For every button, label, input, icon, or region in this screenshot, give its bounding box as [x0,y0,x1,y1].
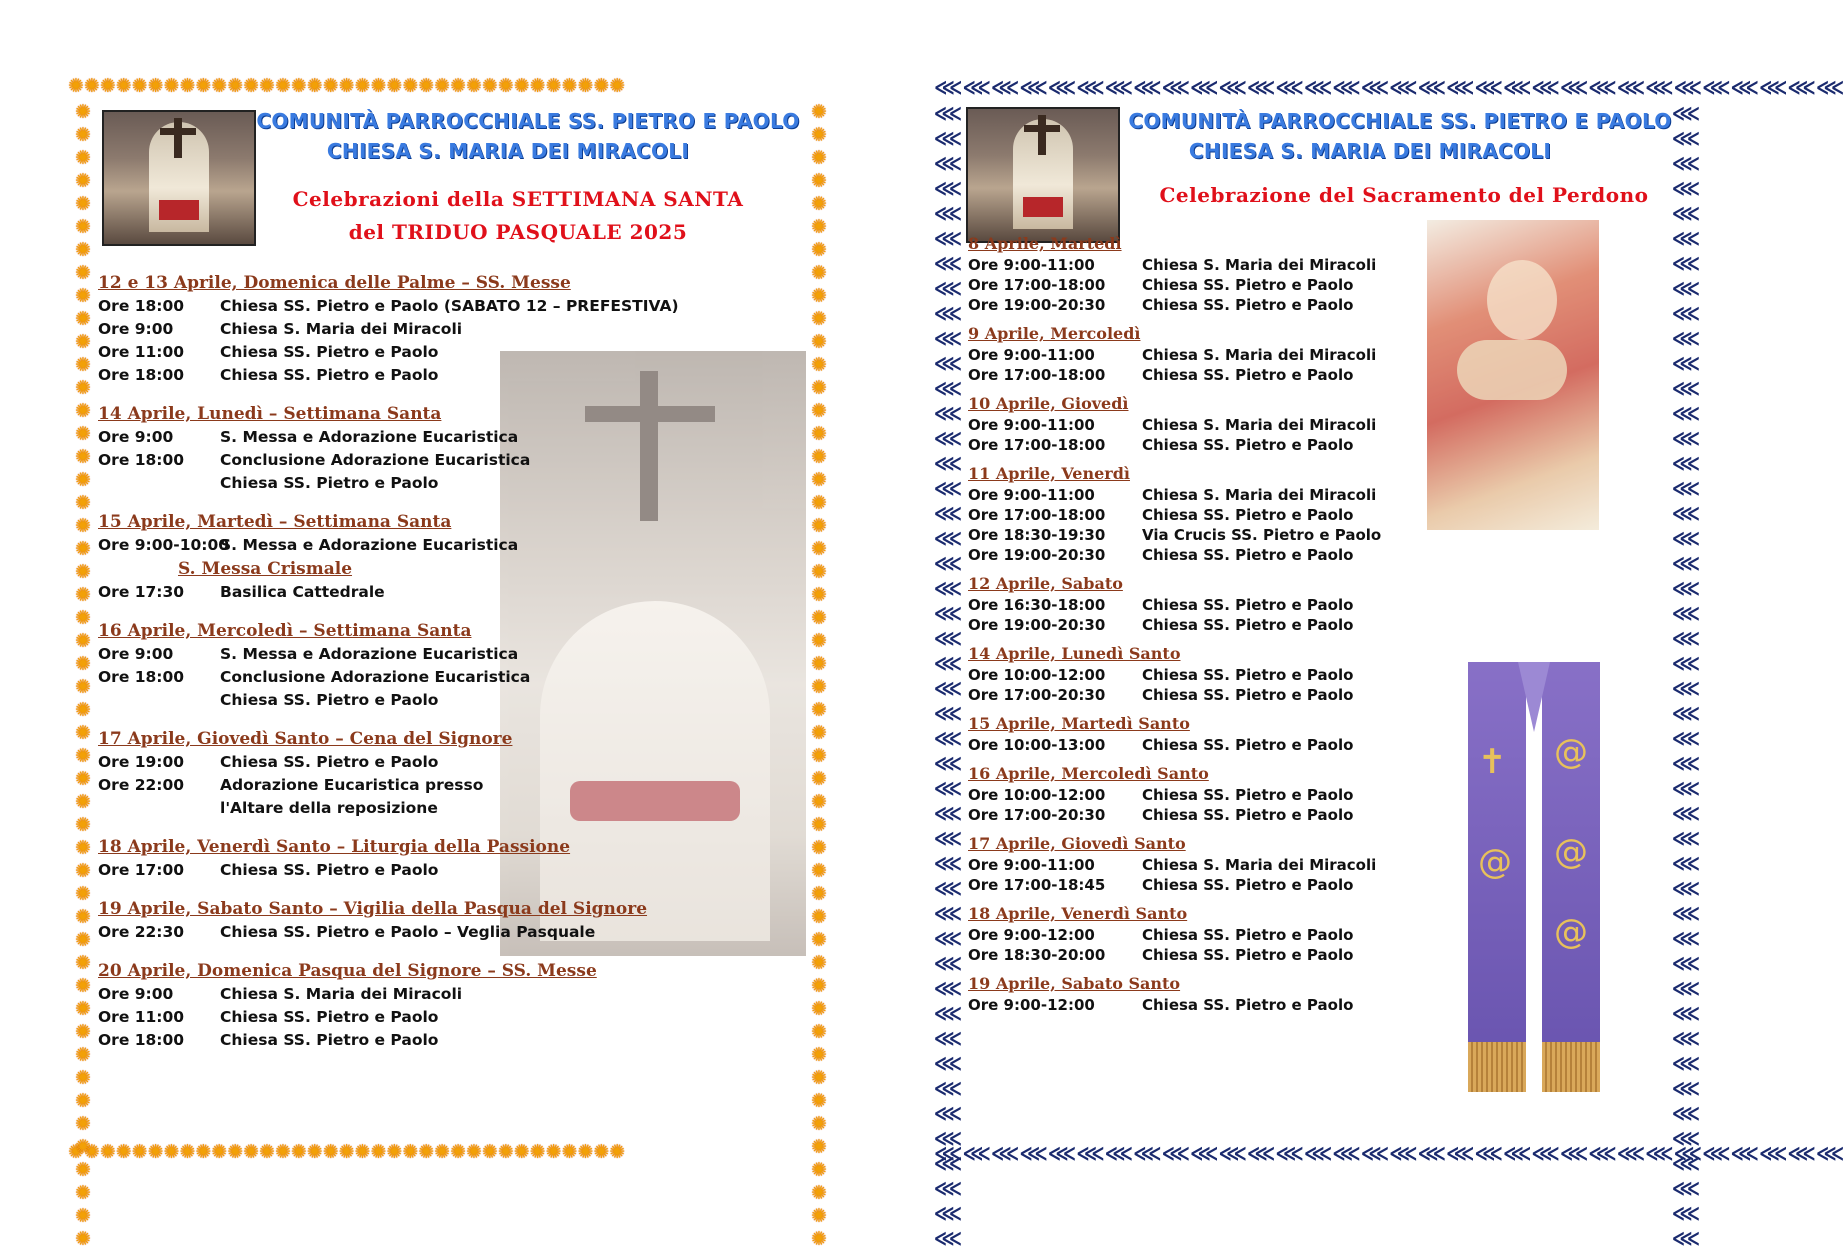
schedule-section [968,323,1438,385]
schedule-place: Chiesa S. Maria dei Miracoli [1142,346,1377,364]
section-date-heading: 16 Aprile, Mercoledì Santo [968,764,1209,783]
section-date-heading: 19 Aprile, Sabato Santo [968,974,1181,993]
section-date-heading: 16 Aprile, Mercoledì – Settimana Santa [98,621,472,641]
schedule-time: Ore 10:00-13:00 [968,736,1106,754]
schedule-row [968,415,1438,435]
schedule-place: Chiesa SS. Pietro e Paolo [1142,616,1354,634]
schedule-time: Ore 18:00 [98,451,185,469]
schedule-place: Chiesa SS. Pietro e Paolo [220,1031,439,1049]
schedule-row [968,685,1438,705]
schedule-time: Ore 18:30-19:30 [968,526,1106,544]
schedule-section [968,763,1438,825]
purple-stole-image: ✝ @ @ @ @ [1468,662,1600,1092]
schedule-row [968,995,1438,1015]
schedule-place: Conclusione Adorazione Eucaristica [220,451,531,469]
schedule-place: S. Messa e Adorazione Eucaristica [220,428,519,446]
schedule-time: Ore 9:00-11:00 [968,486,1095,504]
schedule-row [98,921,798,944]
schedule-time: Ore 17:00-18:00 [968,506,1106,524]
schedule-time: Ore 9:00 [98,645,174,663]
schedule-place: Chiesa SS. Pietro e Paolo [1142,666,1354,684]
section-date-heading: 14 Aprile, Lunedì – Settimana Santa [98,404,442,424]
schedule-place: S. Messa e Adorazione Eucaristica [220,536,519,554]
section-date-heading: 15 Aprile, Martedì – Settimana Santa [98,512,452,532]
schedule-time: Ore 17:00-18:00 [968,276,1106,294]
schedule-row [968,525,1438,545]
schedule-time: Ore 22:30 [98,923,185,941]
schedule-place: Adorazione Eucaristica presso [220,776,484,794]
schedule-time: Ore 9:00-10:00 [98,536,230,554]
schedule-section [968,643,1438,705]
schedule-time: Ore 17:00-20:30 [968,686,1106,704]
schedule-time: Ore 17:00-18:00 [968,366,1106,384]
schedule-time: Ore 17:30 [98,583,185,601]
schedule-place: S. Messa e Adorazione Eucaristica [220,645,519,663]
schedule-row [968,275,1438,295]
schedule-row [968,615,1438,635]
schedule-place: Chiesa S. Maria dei Miracoli [220,985,463,1003]
schedule-place: Via Crucis SS. Pietro e Paolo [1142,526,1382,544]
schedule-time: Ore 17:00-18:00 [968,436,1106,454]
schedule-time: Ore 9:00-12:00 [968,926,1095,944]
schedule-time: Ore 9:00-11:00 [968,256,1095,274]
schedule-section [968,903,1438,965]
section-date-heading: 17 Aprile, Giovedì Santo – Cena del Signore [98,729,513,749]
section-date-heading: 15 Aprile, Martedì Santo [968,714,1190,733]
schedule-row [968,805,1438,825]
schedule-place: Chiesa SS. Pietro e Paolo [1142,786,1354,804]
schedule-section [98,897,798,944]
schedule-place: Chiesa S. Maria dei Miracoli [1142,256,1377,274]
schedule-place: l'Altare della reposizione [220,799,438,817]
schedule-time: Ore 17:00 [98,861,185,879]
section-date-heading: 11 Aprile, Venerdì [968,464,1130,483]
section-date-heading: 12 e 13 Aprile, Domenica delle Palme – SS. Messe [98,273,571,293]
schedule-row [98,534,798,557]
schedule-time: Ore 9:00 [98,320,174,338]
section-date-heading: 9 Aprile, Mercoledì [968,324,1141,343]
schedule-place: Chiesa SS. Pietro e Paolo [220,691,439,709]
schedule-row [968,785,1438,805]
schedule-section [98,835,798,882]
section-date-heading: 8 Aprile, Martedì [968,234,1122,253]
schedule-section [98,727,798,820]
schedule-place: Chiesa SS. Pietro e Paolo [220,753,439,771]
schedule-row [968,485,1438,505]
schedule-row [968,255,1438,275]
schedule-place: Chiesa SS. Pietro e Paolo [1142,436,1354,454]
schedule-section [968,973,1438,1015]
schedule-row [98,643,798,666]
schedule-time: Ore 17:00-18:45 [968,876,1106,894]
schedule-place: Chiesa S. Maria dei Miracoli [1142,486,1377,504]
schedule-place: Chiesa SS. Pietro e Paolo [220,474,439,492]
church-header: CHIESA S. MARIA DEI MIRACOLI [1188,139,1552,163]
schedule-place: Chiesa SS. Pietro e Paolo (SABATO 12 – PREFESTIVA) [220,297,679,315]
schedule-row [98,1006,798,1029]
schedule-row [98,689,798,712]
schedule-row [98,364,798,387]
schedule-row [968,345,1438,365]
schedule-place: Chiesa S. Maria dei Miracoli [220,320,463,338]
schedule-row [98,859,798,882]
schedule-place: Chiesa SS. Pietro e Paolo [1142,506,1354,524]
schedule-place: Chiesa SS. Pietro e Paolo [220,343,439,361]
schedule-place: Conclusione Adorazione Eucaristica [220,668,531,686]
schedule-place: Chiesa SS. Pietro e Paolo [1142,296,1354,314]
schedule-row [968,735,1438,755]
parish-header: COMUNITÀ PARROCCHIALE SS. PIETRO E PAOLO [1128,109,1672,133]
schedule-place: Chiesa SS. Pietro e Paolo [1142,736,1354,754]
schedule-row [98,797,798,820]
schedule-time: Ore 9:00-11:00 [968,346,1095,364]
schedule-time: Ore 18:00 [98,1031,185,1049]
bird-border-top: ⋘⋘⋘⋘⋘⋘⋘⋘⋘⋘⋘⋘⋘⋘⋘⋘⋘⋘⋘⋘⋘⋘⋘⋘⋘⋘⋘⋘⋘⋘⋘⋘ [934,75,1844,99]
section-date-heading: 12 Aprile, Sabato [968,574,1123,593]
schedule-place: Chiesa SS. Pietro e Paolo [220,1008,439,1026]
schedule-place: Chiesa SS. Pietro e Paolo – Veglia Pasquale [220,923,596,941]
left-flyer [68,75,830,1251]
schedule-place: Chiesa S. Maria dei Miracoli [1142,416,1377,434]
schedule-time: Ore 19:00-20:30 [968,546,1106,564]
schedule-row [98,983,798,1006]
page-subtitle: del TRIDUO PASQUALE 2025 [348,220,688,244]
schedule-row [968,855,1438,875]
schedule-time: Ore 9:00-12:00 [968,996,1095,1014]
schedule-time: Ore 9:00 [98,428,174,446]
schedule-time: Ore 18:00 [98,668,185,686]
sun-border-right: ✺✺✺✺✺✺✺✺✺✺✺✺✺✺✺✺✺✺✺✺✺✺✺✺✺✺✺✺✺✺✺✺✺✺✺✺✺✺✺✺✺✺✺✺✺✺✺✺✺✺ [808,101,830,1251]
schedule-time: Ore 19:00-20:30 [968,296,1106,314]
bird-border-bottom: ⋘⋘⋘⋘⋘⋘⋘⋘⋘⋘⋘⋘⋘⋘⋘⋘⋘⋘⋘⋘⋘⋘⋘⋘⋘⋘⋘⋘⋘⋘⋘⋘ [934,1141,1844,1165]
schedule-place: Chiesa SS. Pietro e Paolo [220,366,439,384]
schedule-row [98,449,798,472]
schedule-place: Basilica Cattedrale [220,583,385,601]
schedule-place: Chiesa SS. Pietro e Paolo [1142,806,1354,824]
section-date-heading: 10 Aprile, Giovedì [968,394,1129,413]
schedule-place: Chiesa SS. Pietro e Paolo [220,861,439,879]
schedule-time: Ore 9:00-11:00 [968,856,1095,874]
schedule-time: Ore 17:00-20:30 [968,806,1106,824]
church-header: CHIESA S. MARIA DEI MIRACOLI [326,139,690,163]
schedule-time: Ore 9:00 [98,985,174,1003]
schedule-place: Chiesa SS. Pietro e Paolo [1142,546,1354,564]
schedule-section [968,233,1438,315]
bird-border-left: ⋘⋘⋘⋘⋘⋘⋘⋘⋘⋘⋘⋘⋘⋘⋘⋘⋘⋘⋘⋘⋘⋘⋘⋘⋘⋘⋘⋘⋘⋘⋘⋘⋘⋘⋘⋘⋘⋘⋘⋘⋘⋘⋘⋘⋘⋘ [936,101,960,1251]
schedule-section [98,619,798,712]
page-title: Celebrazioni della SETTIMANA SANTA [292,187,744,211]
church-interior-photo [966,107,1120,243]
holy-week-schedule [98,271,798,1052]
confession-schedule [968,233,1438,1015]
schedule-section [968,463,1438,565]
schedule-section [98,959,798,1052]
schedule-row [98,751,798,774]
section-date-heading: 18 Aprile, Venerdì Santo – Liturgia della Passione [98,837,571,857]
schedule-row [968,595,1438,615]
section-date-heading: 17 Aprile, Giovedì Santo [968,834,1186,853]
schedule-section [968,573,1438,635]
schedule-time: Ore 19:00-20:30 [968,616,1106,634]
schedule-row [98,774,798,797]
section-subheading: S. Messa Crismale [178,559,353,579]
page-title: Celebrazione del Sacramento del Perdono [1159,183,1649,207]
schedule-place: Chiesa SS. Pietro e Paolo [1142,876,1354,894]
sun-border-bottom: ✺✺✺✺✺✺✺✺✺✺✺✺✺✺✺✺✺✺✺✺✺✺✺✺✺✺✺✺✺✺✺✺✺✺✺ [68,1141,626,1163]
section-date-heading: 14 Aprile, Lunedì Santo [968,644,1181,663]
schedule-time: Ore 16:30-18:00 [968,596,1106,614]
schedule-row [98,581,798,604]
sun-border-top: ✺✺✺✺✺✺✺✺✺✺✺✺✺✺✺✺✺✺✺✺✺✺✺✺✺✺✺✺✺✺✺✺✺✺✺ [68,75,626,97]
schedule-place: Chiesa SS. Pietro e Paolo [1142,276,1354,294]
schedule-time: Ore 11:00 [98,1008,185,1026]
schedule-section [968,833,1438,895]
schedule-place: Chiesa SS. Pietro e Paolo [1142,366,1354,384]
sun-border-left: ✺✺✺✺✺✺✺✺✺✺✺✺✺✺✺✺✺✺✺✺✺✺✺✺✺✺✺✺✺✺✺✺✺✺✺✺✺✺✺✺✺✺✺✺✺✺✺✺✺✺ [72,101,94,1251]
schedule-row [98,666,798,689]
schedule-row [98,472,798,495]
schedule-time: Ore 10:00-12:00 [968,666,1106,684]
schedule-row [98,318,798,341]
schedule-place: Chiesa SS. Pietro e Paolo [1142,996,1354,1014]
schedule-time: Ore 19:00 [98,753,185,771]
section-date-heading: 19 Aprile, Sabato Santo – Vigilia della Pasqua del Signore [98,899,648,919]
bird-border-right: ⋘⋘⋘⋘⋘⋘⋘⋘⋘⋘⋘⋘⋘⋘⋘⋘⋘⋘⋘⋘⋘⋘⋘⋘⋘⋘⋘⋘⋘⋘⋘⋘⋘⋘⋘⋘⋘⋘⋘⋘⋘⋘⋘⋘⋘⋘ [1674,101,1698,1251]
schedule-time: Ore 22:00 [98,776,185,794]
schedule-section [98,271,798,387]
section-date-heading: 20 Aprile, Domenica Pasqua del Signore – SS. Messe [98,961,597,981]
schedule-row [968,875,1438,895]
schedule-row [968,505,1438,525]
schedule-time: Ore 10:00-12:00 [968,786,1106,804]
schedule-row [98,295,798,318]
schedule-row [968,435,1438,455]
schedule-row [98,341,798,364]
prodigal-son-painting [1427,220,1599,530]
schedule-row [98,426,798,449]
schedule-place: Chiesa SS. Pietro e Paolo [1142,686,1354,704]
schedule-section [98,402,798,495]
schedule-place: Chiesa SS. Pietro e Paolo [1142,926,1354,944]
schedule-row [98,1029,798,1052]
schedule-time: Ore 11:00 [98,343,185,361]
schedule-time: Ore 18:00 [98,366,185,384]
schedule-place: Chiesa SS. Pietro e Paolo [1142,596,1354,614]
schedule-row [968,945,1438,965]
schedule-row [968,545,1438,565]
section-date-heading: 18 Aprile, Venerdì Santo [968,904,1188,923]
schedule-place: Chiesa SS. Pietro e Paolo [1142,946,1354,964]
schedule-section [98,510,798,604]
schedule-section [968,393,1438,455]
parish-header: COMUNITÀ PARROCCHIALE SS. PIETRO E PAOLO [256,109,800,133]
schedule-time: Ore 9:00-11:00 [968,416,1095,434]
schedule-row [968,665,1438,685]
schedule-time: Ore 18:00 [98,297,185,315]
schedule-section [968,713,1438,755]
schedule-row [968,925,1438,945]
schedule-place: Chiesa S. Maria dei Miracoli [1142,856,1377,874]
schedule-row [968,295,1438,315]
schedule-row [968,365,1438,385]
schedule-time: Ore 18:30-20:00 [968,946,1106,964]
